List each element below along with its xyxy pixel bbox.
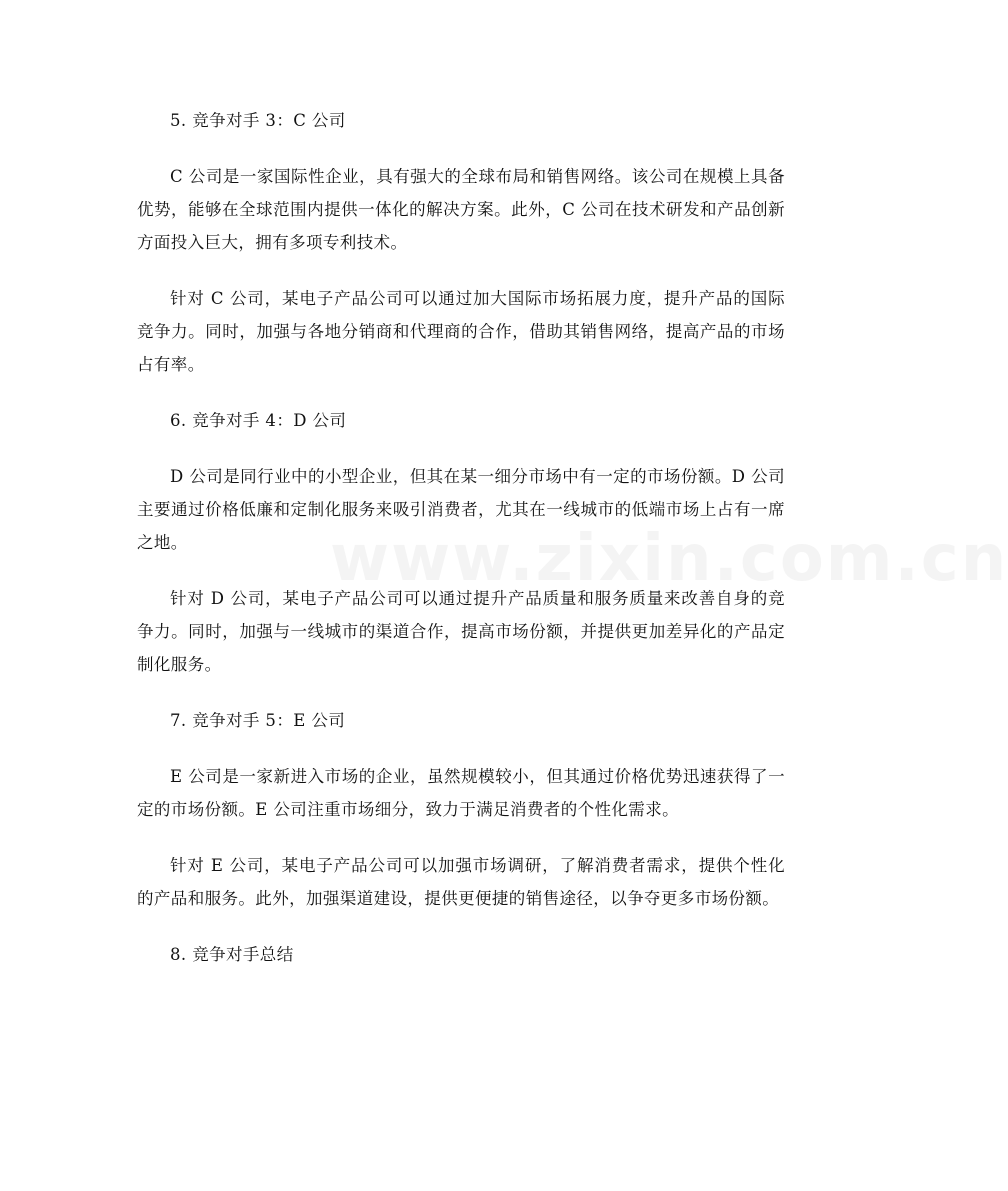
section-heading-summary: 8. 竞争对手总结 [170,945,294,964]
paragraph-competitor-3-profile: C 公司是一家国际性企业，具有强大的全球布局和销售网络。该公司在规模上具备优势，能够在全球范围内提供一体化的解决方案。此外，C 公司在技术研发和产品创新方面投入巨大，拥有多项专利技术。 [137,167,785,252]
paragraph-competitor-4-profile: D 公司是同行业中的小型企业，但其在某一细分市场中有一定的市场份额。D 公司主要通过价格低廉和定制化服务来吸引消费者，尤其在一线城市的低端市场上占有一席之地。 [137,467,785,552]
paragraph-competitor-3-strategy: 针对 C 公司，某电子产品公司可以通过加大国际市场拓展力度，提升产品的国际竞争力。同时，加强与各地分销商和代理商的合作，借助其销售网络，提高产品的市场占有率。 [137,289,785,374]
paragraph-competitor-4-strategy: 针对 D 公司，某电子产品公司可以通过提升产品质量和服务质量来改善自身的竞争力。同时，加强与一线城市的渠道合作，提高市场份额，并提供更加差异化的产品定制化服务。 [137,589,785,674]
watermark: www.zixin.com.cn [330,522,1008,596]
section-heading-competitor-5: 7. 竞争对手 5：E 公司 [170,711,346,730]
paragraph-competitor-5-profile: E 公司是一家新进入市场的企业，虽然规模较小，但其通过价格优势迅速获得了一定的市场份额。E 公司注重市场细分，致力于满足消费者的个性化需求。 [137,767,785,819]
document-body [137,104,785,994]
section-heading-competitor-4: 6. 竞争对手 4：D 公司 [170,411,347,430]
paragraph-competitor-5-strategy: 针对 E 公司，某电子产品公司可以加强市场调研，了解消费者需求，提供个性化的产品和服务。此外，加强渠道建设，提供更便捷的销售途径，以争夺更多市场份额。 [137,856,785,908]
section-heading-competitor-3: 5. 竞争对手 3：C 公司 [170,111,346,130]
